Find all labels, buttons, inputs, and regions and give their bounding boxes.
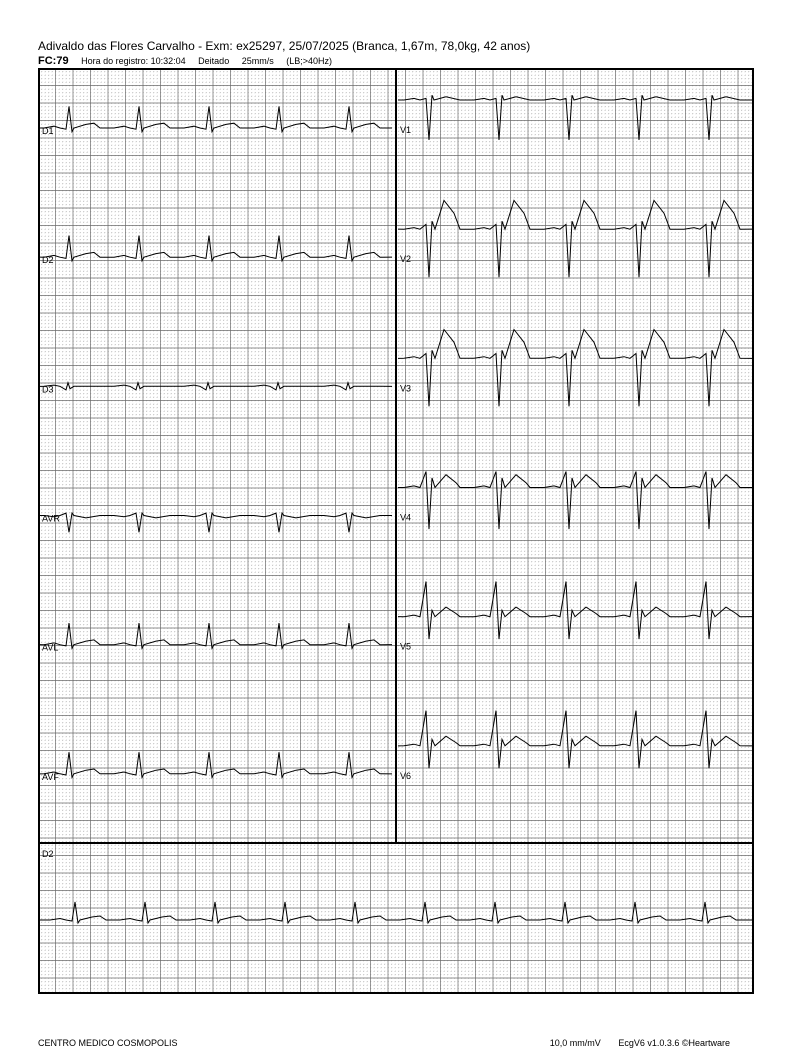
- ecg-grid: [38, 68, 754, 994]
- lead-label-d2: D2: [42, 255, 54, 266]
- trace-v4: [398, 472, 752, 530]
- ecg-chart: [38, 68, 754, 994]
- lead-label-avr: AVR: [42, 513, 60, 524]
- lead-label-v3: V3: [400, 383, 412, 394]
- lead-label-v4: V4: [400, 512, 412, 523]
- software-version: EcgV6 v1.0.3.6 ©Heartware: [618, 1038, 730, 1048]
- lead-label-v2: V2: [400, 254, 412, 265]
- lead-label-avf: AVF: [42, 771, 59, 782]
- lead-label-d1: D1: [42, 126, 54, 136]
- gain-setting: 10,0 mm/mV: [549, 1038, 601, 1048]
- heart-rate: FC:79: [38, 55, 69, 67]
- clinic-name: CENTRO MEDICO COSMOPOLIS: [38, 1038, 178, 1048]
- patient-position: Deitado: [198, 56, 230, 66]
- lead-label-v5: V5: [400, 641, 412, 652]
- paper-speed: 25mm/s: [241, 56, 274, 66]
- lead-label-avl: AVL: [42, 642, 59, 653]
- patient-title: Adivaldo das Flores Carvalho - Exm: ex25297, 25/07/2025 (Branca, 1,67m, 78,0kg, 42 anos): [38, 39, 531, 53]
- record-info: [38, 55, 332, 67]
- lead-label-d3: D3: [42, 384, 54, 395]
- footer-info: [550, 1038, 730, 1048]
- lead-label-v6: V6: [400, 770, 412, 781]
- filter-setting: (LB;>40Hz): [286, 56, 333, 66]
- record-time: Hora do registro: 10:32:04: [81, 56, 186, 66]
- lead-label-rhythm: D2: [42, 849, 54, 859]
- lead-label-v1: V1: [400, 125, 412, 135]
